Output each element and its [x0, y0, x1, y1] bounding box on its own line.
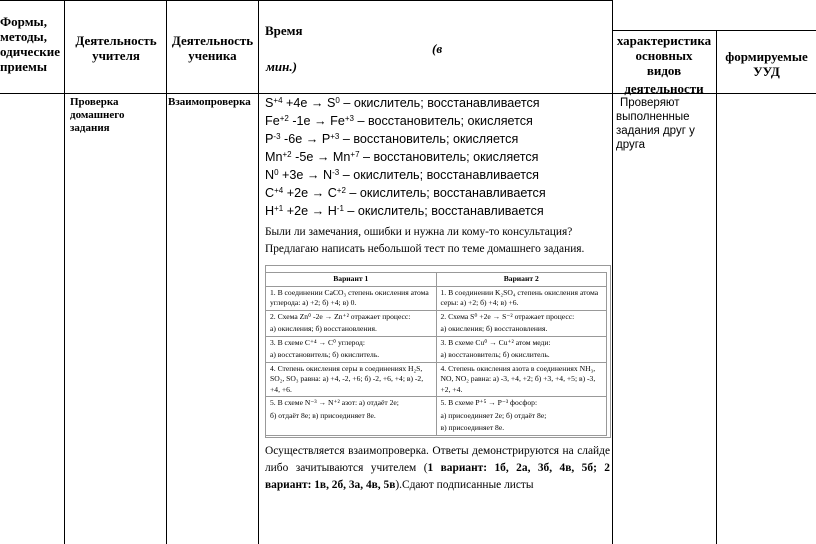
cell-text: выполненные [616, 111, 690, 123]
table-row [266, 397, 607, 436]
variant-1-q5: 5. В схеме N⁻³ → N⁺² азот: а) отдаёт 2e; б) отдаёт 8e; в) присоединяет 8e. [266, 397, 437, 436]
table-top-border [0, 0, 612, 1]
variant-2-q5: 5. В схеме P⁺⁵ → P⁻³ фосфор: а) присоединяет 2e; б) отдаёт 8e; в) присоединяет 8e. [436, 397, 607, 436]
variant-1-q3: 3. В схеме C⁺⁴ → C⁰ углерод: а) восстановитель; б) окислитель. [266, 336, 437, 362]
col-border-5 [716, 30, 717, 544]
header-text: видов [646, 63, 682, 78]
equation-line: $H^{+1} +2e \to H^{-1}$ – окислитель; восстанавливается [265, 204, 544, 218]
header-text: приемы [0, 59, 47, 74]
equation-line: $P^{-3}$ $-6e \to P^{+3}$ – восстановитель; окисляется [265, 132, 519, 146]
header-split-border [612, 30, 816, 31]
header-time-minutes: мин.) [266, 59, 297, 74]
header-forms-methods [0, 14, 64, 74]
col-border-3 [258, 0, 259, 544]
table-row [266, 310, 607, 336]
header-text: учителя [92, 48, 140, 63]
student-activity-cell: Взаимопроверка [168, 96, 251, 108]
teacher-activity-cell [70, 96, 164, 135]
answers-paragraph [265, 443, 610, 494]
header-uud [717, 49, 816, 79]
header-text: ученика [188, 48, 237, 63]
cell-text: задания [70, 122, 110, 134]
cell-text: друга [616, 139, 646, 151]
variant-2-q2: 2. Схема S⁰ +2e → S⁻² отражает процесс: а) окисления; б) восстановления. [436, 310, 607, 336]
header-activity-characteristics [612, 33, 716, 96]
equation-line: $S^{+4} +4e \to S^0$ – окислитель; восстанавливается [265, 96, 540, 110]
variant-2-q3: 3. В схеме Cu⁰ → Cu⁺² атом меди: а) восстановитель; б) окислитель. [436, 336, 607, 362]
cell-text: домашнего [70, 109, 125, 121]
header-time: Время [265, 23, 303, 38]
header-text: формируемые [725, 49, 808, 64]
header-text: Деятельность [75, 33, 157, 48]
header-text: характеристика [616, 33, 712, 48]
answers-text: Осуществляется взаимопроверка. Ответы демонстрируются на слайде либо зачитываются учителем ( [265, 445, 610, 474]
variant-1-q4: 4. Степень окисления серы в соединениях H₂S, SO₂, SO₃ равна: а) +4, -2, +6; б) -2, +6, +4; в) -2, +4, +6. [266, 362, 437, 397]
variant-2-q1: 1. В соединении K₂SO₄ степень окисления атома серы: а) +2; б) +4; в) +6. [436, 286, 607, 310]
header-text: основных [635, 48, 693, 63]
header-text: Формы, [0, 14, 47, 29]
header-text: Деятельность [171, 33, 254, 48]
table-row [266, 336, 607, 362]
equation-line: $C^{+4} +2e \to C^{+2}$ – окислитель; восстанавливается [265, 186, 546, 200]
table-row [266, 286, 607, 310]
header-text: деятельности [624, 81, 704, 96]
answers-text-end: ).Сдают подписанные листы [395, 479, 534, 491]
variant-2-header: Вариант 2 [436, 273, 607, 287]
characteristic-cell [616, 96, 714, 152]
header-text: методы, [0, 29, 47, 44]
equation-line: $Fe^{+2}$ $-1e \to Fe^{+3}$ – восстановитель; окисляется [265, 114, 533, 128]
header-time-in: (в [432, 41, 443, 56]
variant-1-header: Вариант 1 [266, 273, 437, 287]
header-teacher-activity [66, 33, 166, 63]
variant-1-q1: 1. В соединении CaCO₃ степень окисления атома углерода: а) +2; б) +4; в) 0. [266, 286, 437, 310]
variant-1-q2: 2. Схема Zn⁰ -2e → Zn⁺² отражает процесс: а) окисления; б) восстановления. [266, 310, 437, 336]
header-text: УУД [753, 64, 780, 79]
cell-text: задания друг у [616, 125, 695, 137]
test-variants-table [265, 272, 607, 436]
equations-list [265, 94, 546, 220]
variant-2-q4: 4. Степень окисления азота в соединениях NH₃, NO, NO₂ равна: а) -3, +4, +2; б) +3, +4, +5; в) -3, +2, +4. [436, 362, 607, 397]
header-student-activity [167, 33, 258, 63]
cell-text: Проверка [70, 96, 119, 108]
col-border-1 [64, 0, 65, 544]
answers-key: 1 вариант: 1б, 2а, 3б, 4в, 5б; 2 вариант: 1в, 2б, 3а, 4в, 5в [265, 462, 611, 491]
cell-text: Проверяют [620, 97, 680, 109]
consultation-question: Были ли замечания, ошибки и нужна ли кому-то консультация? [265, 226, 573, 238]
header-text: одические [0, 44, 60, 59]
col-border-2 [166, 0, 167, 544]
equation-line: $Mn^{+2}$ $-5e \to Mn^{+7}$ – восстановитель; окисляется [265, 150, 539, 164]
table-row [266, 362, 607, 397]
equation-line: $N^0 +3e \to N^{-3}$ – окислитель; восстанавливается [265, 168, 540, 182]
test-proposal: Предлагаю написать небольшой тест по теме домашнего задания. [265, 243, 585, 255]
